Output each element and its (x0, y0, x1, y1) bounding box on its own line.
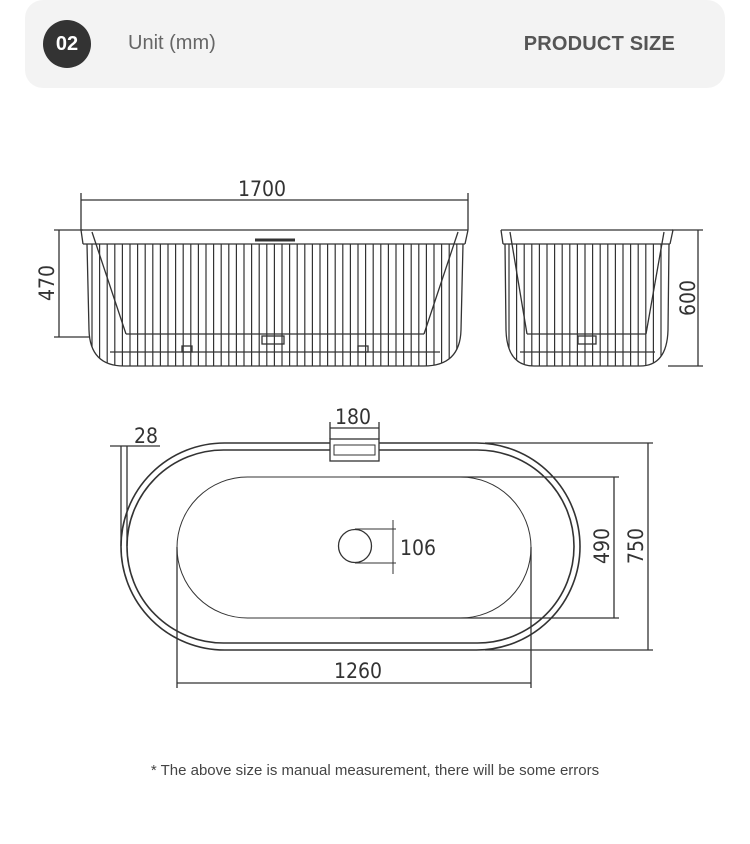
total-height-dimension-label: 600 (676, 279, 700, 317)
measurement-footnote: * The above size is manual measurement, there will be some errors (150, 762, 600, 779)
faucet-width-dimension-label: 180 (334, 405, 372, 429)
section-number-badge: 02 (43, 20, 91, 68)
drain-diameter-dimension-label: 106 (400, 536, 437, 560)
inner-width-dimension-label: 490 (590, 527, 614, 565)
front-view (501, 230, 703, 370)
length-dimension-label: 1700 (237, 177, 287, 201)
top-view (110, 422, 653, 688)
total-width-dimension-label: 750 (624, 527, 648, 565)
inner-length-dimension-label: 1260 (333, 659, 383, 683)
front-ribs (509, 244, 661, 370)
side-view (54, 193, 468, 370)
page-title: PRODUCT SIZE (523, 33, 675, 55)
unit-label: Unit (mm) (128, 32, 216, 54)
side-ribs (92, 244, 457, 370)
inner-height-dimension-label: 470 (35, 264, 59, 302)
rim-width-dimension-label: 28 (133, 424, 159, 448)
